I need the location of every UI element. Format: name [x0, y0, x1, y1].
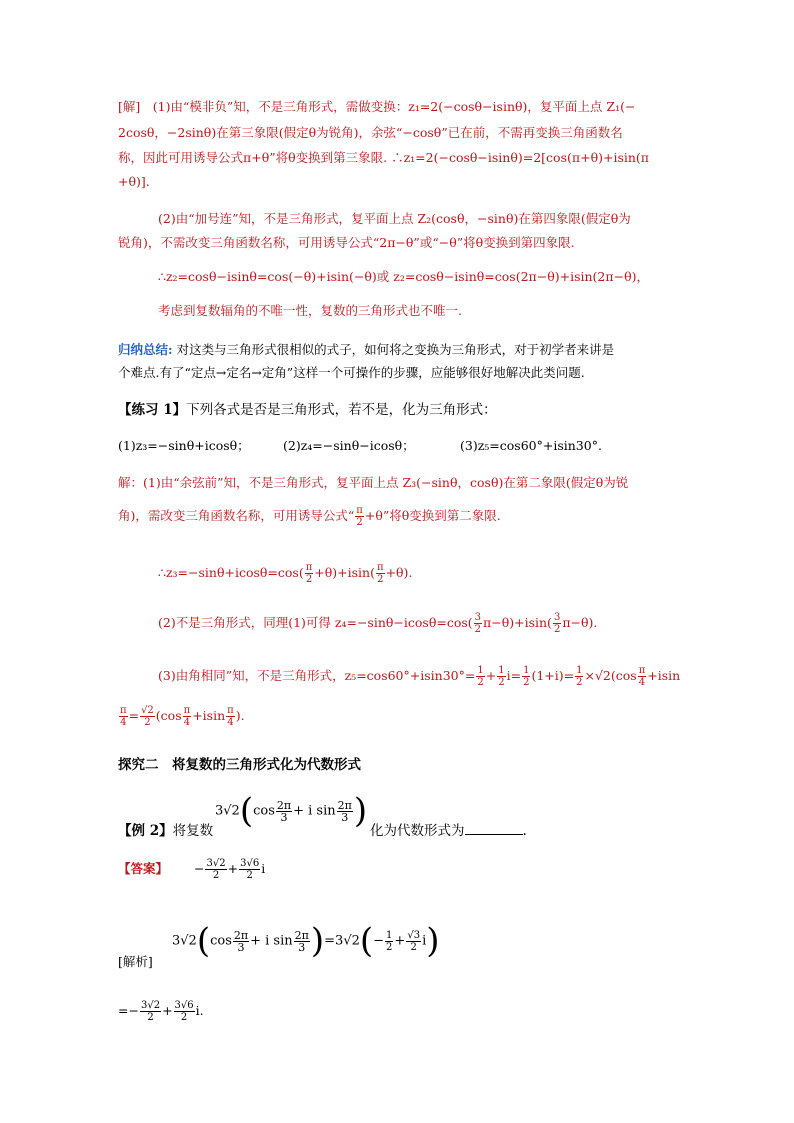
fraction-pi-over-4 — [226, 705, 235, 728]
fraction-sqrt2-over-2 — [140, 705, 155, 728]
text: + — [485, 668, 497, 683]
numerator: 3 — [474, 612, 482, 623]
denominator: 2 — [474, 624, 482, 635]
solution-1-line-1: [解] (1)由“模非负”知，不是三角形式，需做变换：z₁=2(−cosθ−isinθ)，复平面上点 Z₁(− — [118, 99, 636, 114]
analysis-label: [解析] — [118, 954, 153, 969]
denominator: 2 — [305, 574, 313, 585]
denominator: 2 — [386, 941, 393, 953]
fraction-3sqrt6-over-2 — [239, 858, 260, 881]
example-2-label: 【例 2】 — [118, 823, 173, 839]
solution-2-line-4: 考虑到复数辐角的不唯一性，复数的三角形式也不唯一. — [158, 303, 462, 318]
fraction-2pi-over-3 — [337, 800, 353, 823]
numerator: 2π — [233, 928, 249, 942]
denominator: 2 — [246, 870, 253, 881]
fraction-pi-over-4 — [638, 665, 647, 688]
fraction-2pi-over-3 — [276, 800, 292, 823]
numerator: 2π — [294, 928, 309, 942]
text: i — [261, 861, 266, 876]
text: +isin — [647, 668, 681, 683]
numerator: π — [376, 562, 384, 573]
fraction-1-over-2 — [522, 665, 530, 688]
solution-2-line-2: 锐角)，不需改变三角函数名称，可用诱导公式“2π−θ”或“−θ”将θ变换到第四象限. — [118, 235, 575, 250]
exercise-1-label: 【练习 1】 — [118, 402, 187, 418]
fraction-pi-over-4 — [119, 705, 128, 728]
text: (cos — [610, 668, 637, 683]
text: +θ”将θ变换到第二象限. — [364, 508, 501, 523]
denominator: 3 — [341, 810, 349, 824]
cos-text: cos — [253, 803, 275, 819]
exercise-1-solution-line-5 — [158, 665, 680, 688]
exercise-1-solution-line-3 — [158, 562, 412, 585]
text: ). — [235, 708, 245, 723]
denominator: 2 — [553, 624, 561, 635]
text: (cos — [155, 708, 182, 723]
numerator: 3√2 — [206, 858, 226, 869]
exercise-1-item-2: (2)z₄=−sinθ−icosθ； — [283, 438, 415, 453]
numerator: 1 — [477, 665, 484, 676]
text: i= — [506, 668, 522, 683]
left-paren: ( — [359, 921, 374, 961]
numerator: π — [227, 705, 234, 716]
solution-2-line-3: ∴z₂=cosθ−isinθ=cos(−θ)+isin(−θ)或 z₂=cosθ−isinθ=cos(2π−θ)+isin(2π−θ)， — [158, 269, 649, 284]
fraction-3sqrt6-over-2 — [174, 1000, 195, 1023]
denominator: 4 — [227, 717, 234, 728]
numerator: π — [638, 665, 646, 676]
text: 化为代数形式为 — [370, 823, 465, 839]
exercise-1-item-1: (1)z₃=−sinθ+icosθ； — [118, 438, 250, 453]
exercise-1-solution-line-2 — [118, 505, 501, 528]
denominator: 2 — [147, 1012, 154, 1023]
exercise-1-solution-line-4 — [158, 612, 597, 635]
denominator: 2 — [477, 677, 484, 688]
fraction-2pi-over-3 — [294, 930, 310, 953]
left-paren: ( — [196, 921, 211, 961]
summary-label: 归纳总结: — [118, 342, 173, 357]
plus-i-sin: + i sin — [293, 803, 336, 819]
example-2-pre: 将复数 — [172, 823, 214, 839]
fraction-sqrt3-over-2 — [406, 930, 421, 953]
numerator: 1 — [498, 665, 505, 676]
answer-blank — [465, 822, 523, 835]
numerator: π — [183, 705, 191, 716]
numerator: √3 — [407, 929, 421, 941]
sqrt-2: √2 — [594, 668, 611, 683]
fraction-3sqrt2-over-2 — [140, 1000, 161, 1023]
example-2-line — [118, 822, 213, 840]
summary-text-1: 对这类与三角形式很相似的式子，如何将之变换为三角形式，对于初学者来讲是 — [176, 342, 615, 357]
solution-1-line-3: 称，因此可用诱导公式π+θ”将θ变换到第三象限. ∴z₁=2(−cosθ−isinθ)=2[cos(π+θ)+isin(π — [118, 150, 649, 165]
text: + — [227, 861, 239, 876]
denominator: 2 — [212, 870, 220, 881]
right-paren: ) — [310, 921, 325, 961]
answer-line — [118, 858, 265, 881]
coefficient: 3√2 — [215, 803, 240, 819]
text: = — [128, 708, 140, 723]
fraction-3-over-2 — [553, 612, 561, 635]
numerator: 2π — [276, 798, 292, 812]
text: − — [373, 933, 385, 949]
denominator: 2 — [576, 677, 583, 688]
right-paren: ) — [353, 791, 368, 831]
text: +θ)+isin( — [314, 565, 375, 580]
text: π−θ). — [562, 615, 598, 630]
denominator: 2 — [180, 1012, 188, 1023]
denominator: 4 — [120, 717, 127, 728]
fraction-3sqrt2-over-2 — [205, 858, 226, 881]
denominator: 2 — [523, 677, 530, 688]
analysis-result — [118, 1000, 204, 1023]
denominator: 2 — [377, 574, 384, 585]
example-2-expression — [215, 790, 367, 833]
answer-label: 【答案】 — [118, 861, 169, 876]
numerator: 3√6 — [240, 858, 260, 869]
text: i. — [195, 1003, 204, 1018]
text: π−θ)+isin( — [483, 615, 552, 630]
numerator: 3√2 — [140, 1000, 161, 1011]
numerator: π — [305, 562, 313, 573]
analysis-expression — [172, 920, 440, 963]
summary-line-2: 个难点.有了“定点→定名→定角”这样一个可操作的步骤，应能够很好地解决此类问题. — [118, 365, 585, 380]
exercise-1-solution-line-1: 解：(1)由“余弦前”知，不是三角形式，复平面上点 Z₃(−sinθ，cosθ)在第二象限(假定θ为锐 — [118, 475, 629, 490]
fraction-pi-over-4 — [183, 705, 192, 728]
denominator: 3 — [237, 940, 245, 954]
coefficient: 3√2 — [335, 933, 360, 949]
numerator: 3√6 — [174, 1000, 194, 1011]
numerator: π — [120, 705, 127, 716]
text: (1+i)= — [531, 668, 575, 683]
cos-text: cos — [210, 933, 232, 949]
exercise-1-item-3: (3)z₅=cos60°+isin30°. — [460, 438, 602, 453]
denominator: 2 — [144, 717, 151, 728]
numerator: 1 — [386, 929, 393, 941]
text: (2)不是三角形式，同理(1)可得 z₄=−sinθ−icosθ=cos( — [158, 615, 473, 630]
text: =− — [118, 1003, 139, 1018]
denominator: 2 — [356, 517, 363, 528]
denominator: 4 — [638, 677, 646, 688]
solution-2-line-1: (2)由“加号连”知，不是三角形式，复平面上点 Z₂(cosθ，−sinθ)在第四象限(假定θ为 — [158, 211, 631, 226]
denominator: 2 — [498, 677, 505, 688]
text: − — [194, 861, 205, 876]
denominator: 4 — [183, 717, 191, 728]
text: i — [422, 933, 427, 949]
plus-i-sin: + i sin — [250, 933, 293, 949]
text: + — [162, 1003, 173, 1018]
coefficient: 3√2 — [172, 933, 197, 949]
summary-line-1 — [118, 341, 614, 359]
fraction-2pi-over-3 — [233, 930, 249, 953]
numerator: 3 — [553, 612, 561, 623]
fraction-pi-over-2 — [376, 562, 385, 585]
fraction-pi-over-2 — [305, 562, 314, 585]
solution-1-line-4: +θ)]. — [118, 174, 150, 189]
denominator: 2 — [410, 941, 417, 953]
numerator: 1 — [523, 665, 530, 676]
fraction-1-over-2 — [575, 665, 583, 688]
text: . — [522, 823, 527, 839]
numerator: √2 — [141, 705, 154, 716]
equals: = — [324, 933, 336, 949]
denominator: 3 — [280, 810, 288, 824]
exercise-1-heading — [118, 401, 497, 419]
text: + — [394, 933, 406, 949]
text: +θ). — [385, 565, 413, 580]
fraction-pi-over-2 — [355, 505, 364, 528]
solution-1-line-2: 2cosθ，−2sinθ)在第三象限(假定θ为锐角)，余弦“−cosθ”已在前，不需再变换三角函数名 — [118, 125, 623, 140]
text: ∴z₃=−sinθ+icosθ=cos( — [158, 565, 304, 580]
text: × — [584, 668, 595, 683]
fraction-1-over-2 — [497, 665, 505, 688]
denominator: 3 — [298, 940, 306, 954]
left-paren: ( — [239, 791, 254, 831]
numerator: π — [356, 505, 363, 516]
exercise-1-title: 下列各式是否是三角形式，若不是，化为三角形式： — [186, 402, 497, 418]
example-2-post — [370, 822, 527, 840]
fraction-1-over-2 — [476, 665, 484, 688]
section-2-title: 探究二 将复数的三角形式化为代数形式 — [118, 757, 361, 773]
fraction-1-over-2 — [385, 930, 393, 953]
numerator: 2π — [337, 798, 352, 812]
text: +isin — [192, 708, 226, 723]
text: 角)，需改变三角函数名称，可用诱导公式“ — [118, 508, 355, 523]
fraction-3-over-2 — [474, 612, 482, 635]
text: (3)由角相同”知，不是三角形式，z₅=cos60°+isin30°= — [158, 668, 476, 683]
exercise-1-solution-line-6 — [118, 705, 245, 728]
right-paren: ) — [426, 921, 440, 961]
numerator: 1 — [576, 665, 583, 676]
